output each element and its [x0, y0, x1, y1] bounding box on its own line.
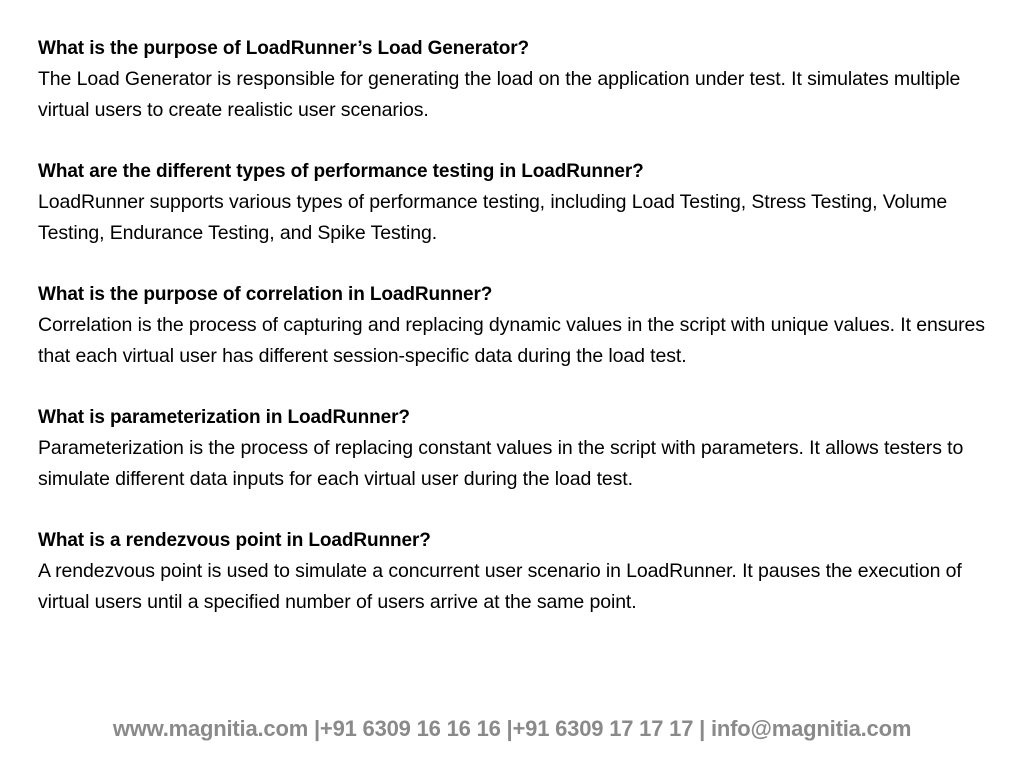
faq-item-correlation [38, 279, 998, 371]
faq-item-parameterization [38, 402, 998, 494]
footer-contact-info: www.magnitia.com |+91 6309 16 16 16 |+91 6309 17 17 17 | info@magnitia.com [112, 716, 912, 741]
faq-answer: LoadRunner supports various types of performance testing, including Load Testing, Stress Testing, Volume Testing, Endurance Testing, and Spike Testing. [38, 191, 948, 244]
faq-item-rendezvous-point [38, 525, 998, 617]
faq-answer: Parameterization is the process of replacing constant values in the script with parameters. It allows testers to simulate different data inputs for each virtual user during the load test. [38, 437, 964, 490]
faq-content [38, 33, 998, 648]
faq-question: What are the different types of performance testing in LoadRunner? [38, 161, 644, 182]
faq-question: What is a rendezvous point in LoadRunner? [38, 530, 431, 551]
faq-question: What is the purpose of LoadRunner’s Load Generator? [38, 38, 530, 59]
faq-item-load-generator [38, 33, 998, 125]
faq-answer: Correlation is the process of capturing and replacing dynamic values in the script with unique values. It ensures that each virtual user has different session-specific data during the load test. [38, 314, 985, 367]
faq-question: What is parameterization in LoadRunner? [38, 407, 410, 428]
faq-answer: A rendezvous point is used to simulate a concurrent user scenario in LoadRunner. It pauses the execution of virtual users until a specified number of users arrive at the same point. [38, 560, 962, 613]
faq-question: What is the purpose of correlation in LoadRunner? [38, 284, 493, 305]
faq-answer: The Load Generator is responsible for generating the load on the application under test. It simulates multiple virtual users to create realistic user scenarios. [38, 68, 961, 121]
faq-item-performance-testing-types [38, 156, 998, 248]
